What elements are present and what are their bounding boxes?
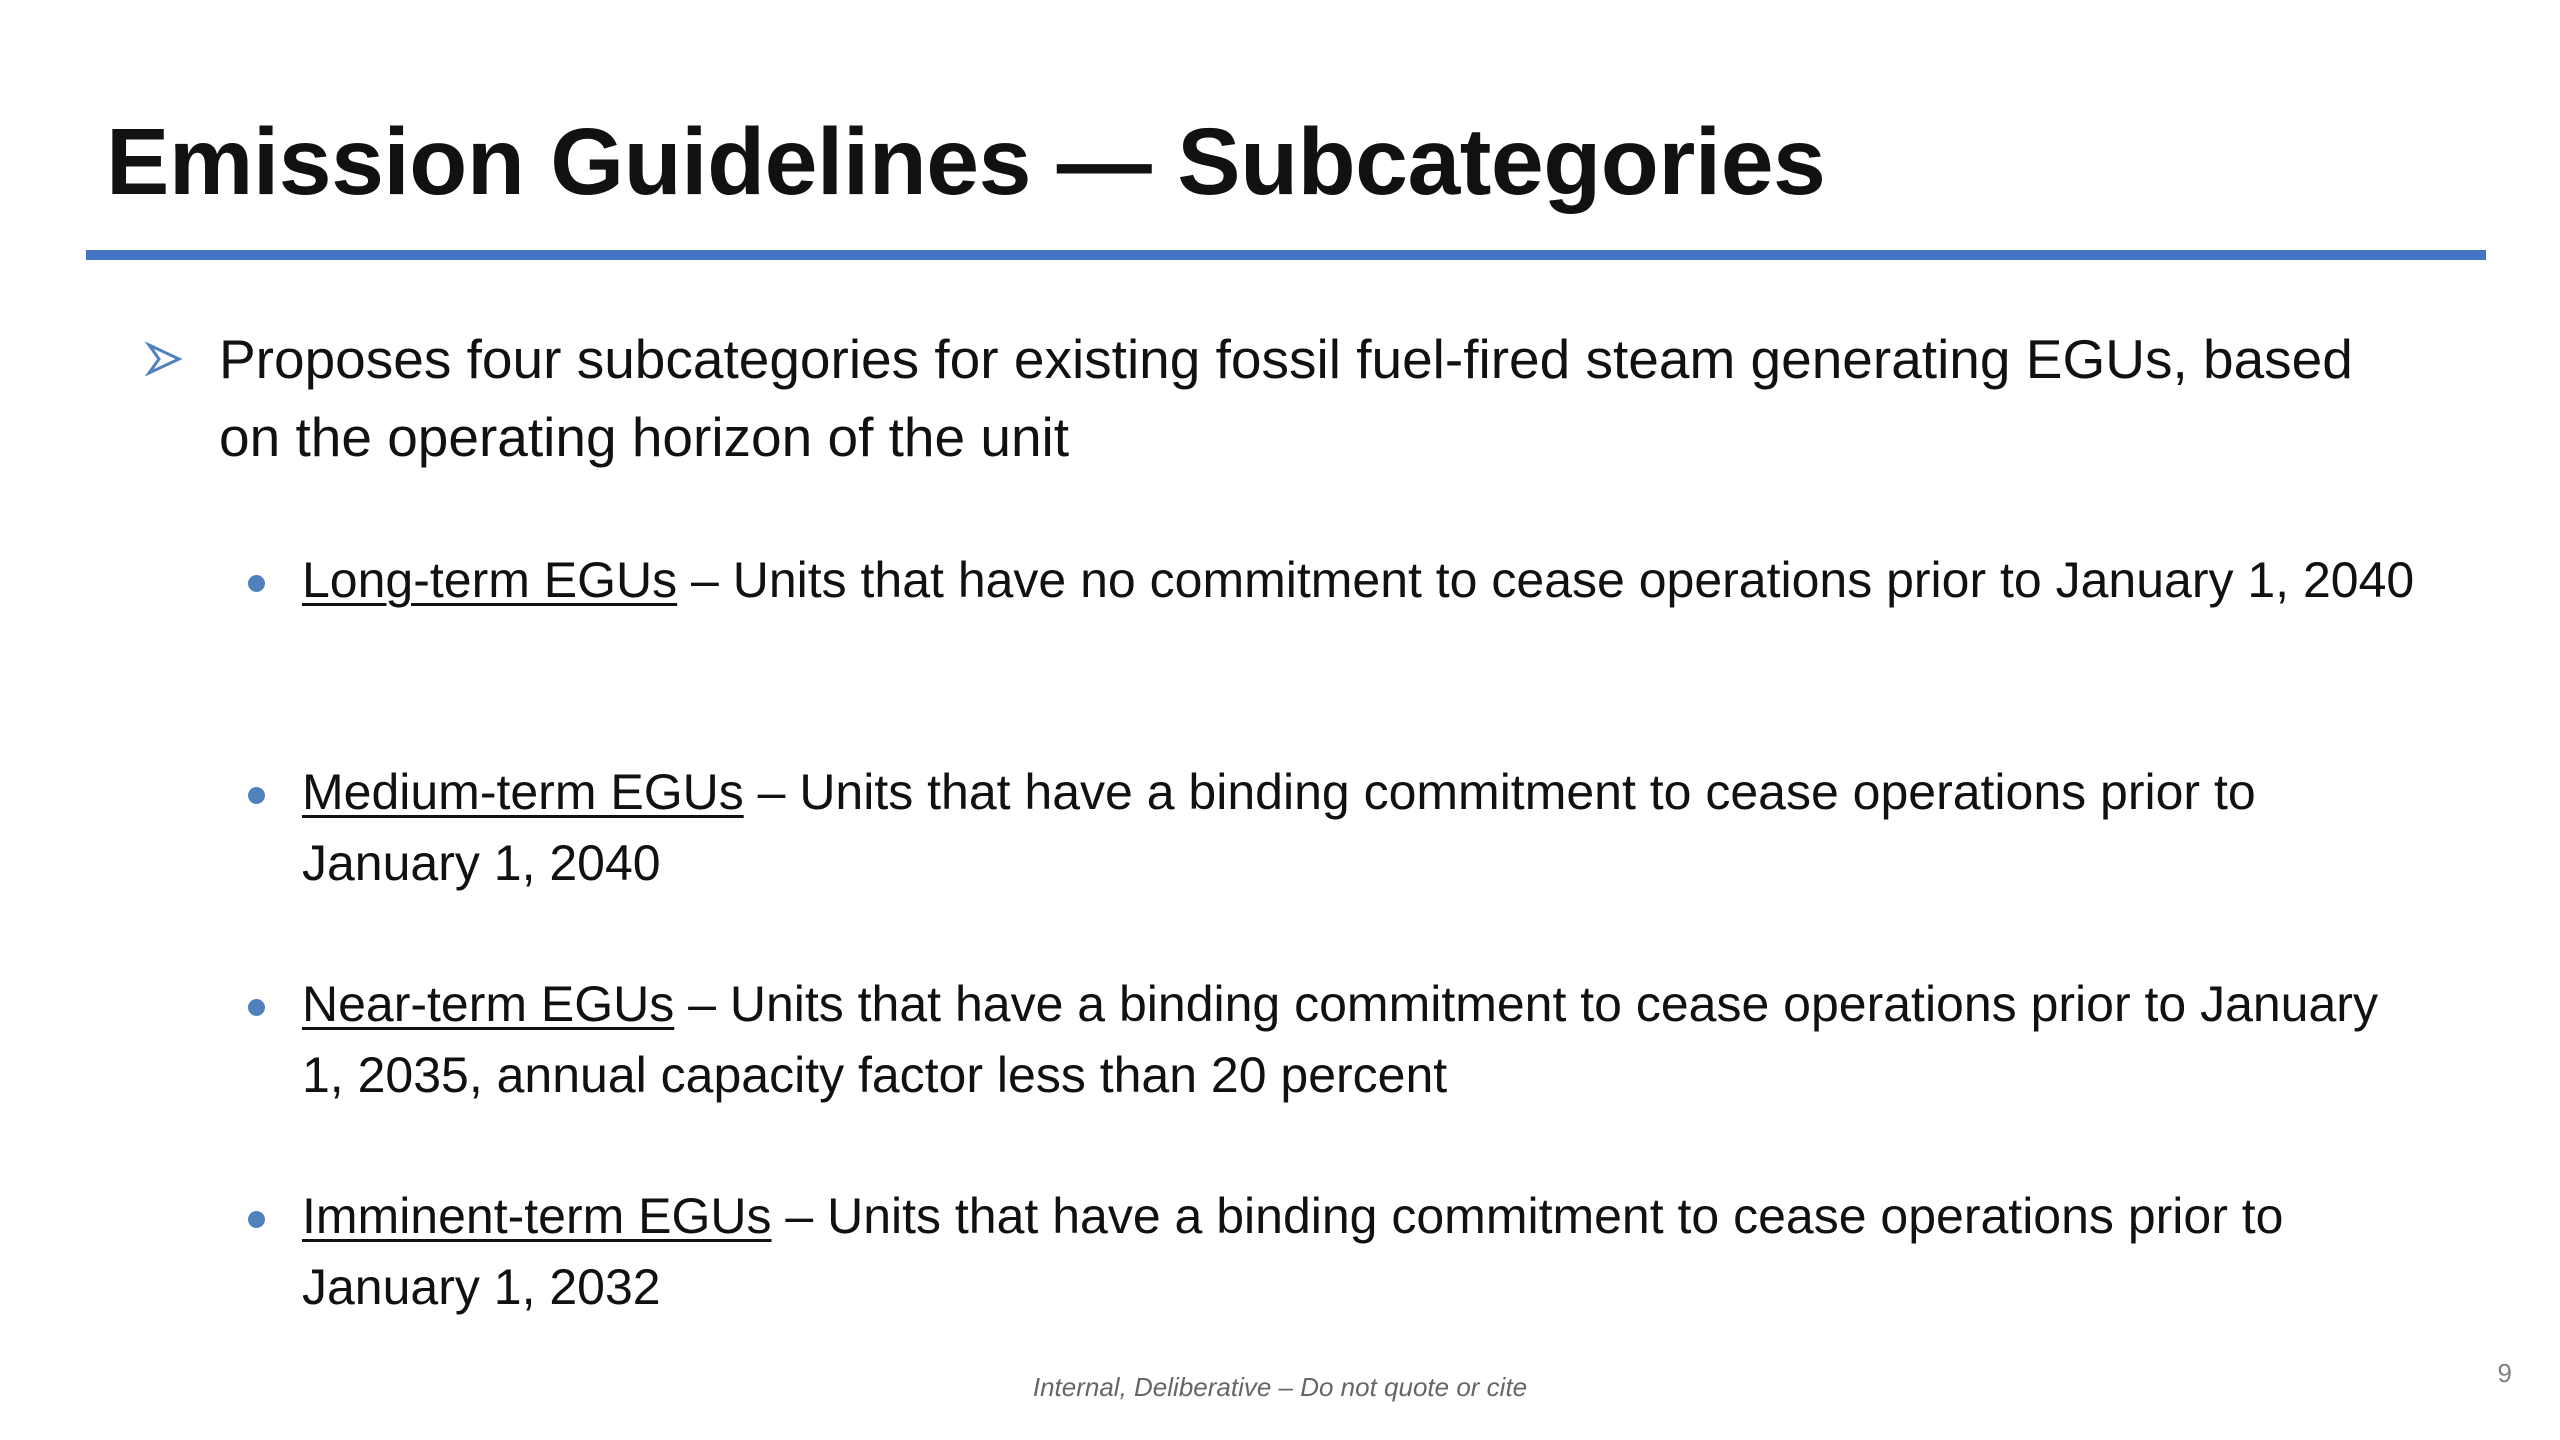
slide-title: Emission Guidelines — Subcategories	[106, 109, 1826, 215]
subcategory-term: Near-term EGUs	[302, 976, 675, 1032]
bullet-dot-icon	[248, 787, 265, 804]
subcategory-description: – Units that have a binding commitment to cease operations prior to January 1, 2032	[302, 1188, 2284, 1315]
bullet-dot-icon	[248, 1211, 265, 1228]
bullet-dot-icon	[248, 999, 265, 1016]
subcategory-text	[302, 545, 2420, 616]
title-underline-rule	[86, 250, 2486, 260]
main-bullet-text: Proposes four subcategories for existing fossil fuel-fired steam generating EGUs, based on the operating horizon of the unit	[219, 328, 2353, 468]
subcategory-description: – Units that have a binding commitment to cease operations prior to January 1, 2040	[302, 764, 2256, 891]
subcategory-term: Long-term EGUs	[302, 552, 678, 608]
subcategory-item	[240, 969, 2420, 1181]
subcategory-text	[302, 1181, 2420, 1323]
subcategory-term: Imminent-term EGUs	[302, 1188, 772, 1244]
subcategory-item	[240, 757, 2420, 969]
main-bullet-point	[145, 320, 2425, 476]
subcategory-term: Medium-term EGUs	[302, 764, 744, 820]
subcategory-text	[302, 757, 2420, 899]
page-number: 9	[2497, 1358, 2512, 1388]
subcategory-item	[240, 545, 2420, 757]
subcategory-list	[240, 545, 2420, 1393]
subcategory-item	[240, 1181, 2420, 1393]
footer-disclaimer: Internal, Deliberative – Do not quote or cite	[1032, 1372, 1528, 1402]
subcategory-text	[302, 969, 2420, 1111]
subcategory-description: – Units that have a binding commitment to cease operations prior to January 1, 2035, annual capacity factor less than 20 percent	[302, 976, 2378, 1103]
subcategory-description: – Units that have no commitment to cease operations prior to January 1, 2040	[677, 552, 2415, 608]
arrow-bullet-icon	[145, 340, 183, 378]
bullet-dot-icon	[248, 575, 265, 592]
